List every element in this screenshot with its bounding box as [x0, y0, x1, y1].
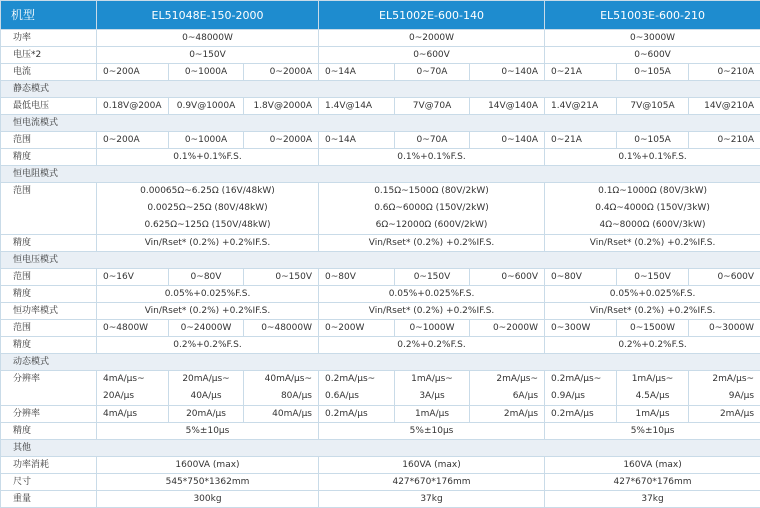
min-voltage-value: 7V@105A — [617, 98, 689, 115]
consumption-label: 功率消耗 — [1, 457, 97, 474]
cr-precision-value: Vin/Rset* (0.2%) +0.2%IF.S. — [97, 235, 319, 252]
slew-line: 6A/μs — [472, 388, 538, 405]
min-voltage-value: 0.9V@1000A — [169, 98, 244, 115]
resolution-value: 4mA/μs — [97, 406, 169, 423]
resolution-value: 2mA/μs — [470, 406, 545, 423]
power-value: 0~2000W — [319, 30, 545, 47]
cr-range-line: 0.0025Ω~25Ω (80V/48kW) — [99, 200, 316, 217]
voltage-value: 0~600V — [545, 47, 760, 64]
cv-precision-value: 0.05%+0.025%F.S. — [319, 286, 545, 303]
current-value: 0~200A — [97, 64, 169, 81]
cc-range-value: 0~21A — [545, 132, 617, 149]
model-1-name: EL51048E-150-2000 — [97, 1, 319, 30]
slew-cell — [545, 371, 617, 406]
resolution-value: 40mA/μs — [244, 406, 319, 423]
model-2-name: EL51002E-600-140 — [319, 1, 545, 30]
cv-range-value: 0~80V — [169, 269, 244, 286]
resolution-value: 1mA/μs — [617, 406, 689, 423]
cc-range-value: 0~140A — [470, 132, 545, 149]
power-value: 0~48000W — [97, 30, 319, 47]
cp-range-value: 0~24000W — [169, 320, 244, 337]
cv-range-value: 0~150V — [244, 269, 319, 286]
cc-range-value: 0~2000A — [244, 132, 319, 149]
size-row — [1, 474, 760, 491]
resolution-value: 1mA/μs — [395, 406, 470, 423]
slew-line: 1mA/μs~ — [619, 371, 686, 388]
size-value: 427*670*176mm — [545, 474, 760, 491]
resolution-value: 0.2mA/μs — [319, 406, 395, 423]
current-value: 0~14A — [319, 64, 395, 81]
section-cv — [1, 252, 760, 269]
cr-range-line: 6Ω~12000Ω (600V/2kW) — [321, 217, 542, 234]
current-label: 电流 — [1, 64, 97, 81]
section-title: 恒电阻模式 — [1, 166, 760, 183]
section-dynamic — [1, 354, 760, 371]
current-value: 0~21A — [545, 64, 617, 81]
slew-line: 4.5A/μs — [619, 388, 686, 405]
cp-precision-inline: Vin/Rset* (0.2%) +0.2%IF.S. — [319, 303, 545, 320]
power-value: 0~3000W — [545, 30, 760, 47]
resolution-value: 20mA/μs — [169, 406, 244, 423]
current-value: 0~140A — [470, 64, 545, 81]
slew-cell — [244, 371, 319, 406]
weight-row — [1, 491, 760, 508]
min-voltage-value: 1.8V@2000A — [244, 98, 319, 115]
cc-range-value: 0~210A — [689, 132, 760, 149]
cr-range-line: 0.00065Ω~6.25Ω (16V/48kW) — [99, 183, 316, 200]
resolution-value: 0.2mA/μs — [545, 406, 617, 423]
cp-range-value: 0~300W — [545, 320, 617, 337]
section-title: 动态模式 — [1, 354, 760, 371]
cp-header-row — [1, 303, 760, 320]
section-cr — [1, 166, 760, 183]
cp-range-value: 0~1000W — [395, 320, 470, 337]
cv-precision-value: 0.05%+0.025%F.S. — [545, 286, 760, 303]
cr-range-line: 0.6Ω~6000Ω (150V/2kW) — [321, 200, 542, 217]
cv-range-value: 0~600V — [689, 269, 760, 286]
cv-precision-label: 精度 — [1, 286, 97, 303]
size-label: 尺寸 — [1, 474, 97, 491]
weight-value: 37kg — [319, 491, 545, 508]
cv-range-value: 0~600V — [470, 269, 545, 286]
slew-label: 分辨率 — [1, 371, 97, 406]
cp-range-value: 0~48000W — [244, 320, 319, 337]
dynamic-precision-value: 5%±10μs — [545, 423, 760, 440]
size-value: 427*670*176mm — [319, 474, 545, 491]
cc-range-value: 0~200A — [97, 132, 169, 149]
cp-precision-value: 0.2%+0.2%F.S. — [545, 337, 760, 354]
cp-precision-inline: Vin/Rset* (0.2%) +0.2%IF.S. — [97, 303, 319, 320]
slew-cell — [97, 371, 169, 406]
cr-precision-label: 精度 — [1, 235, 97, 252]
cp-range-value: 0~2000W — [470, 320, 545, 337]
cv-precision-value: 0.05%+0.025%F.S. — [97, 286, 319, 303]
resolution-row — [1, 406, 760, 423]
cc-range-value: 0~1000A — [169, 132, 244, 149]
cv-range-value: 0~150V — [617, 269, 689, 286]
header-row — [1, 1, 760, 30]
slew-line: 3A/μs — [397, 388, 467, 405]
cp-precision-inline: Vin/Rset* (0.2%) +0.2%IF.S. — [545, 303, 760, 320]
slew-line: 0.2mA/μs~ — [551, 371, 614, 388]
power-row — [1, 30, 760, 47]
consumption-value: 160VA (max) — [319, 457, 545, 474]
voltage-row — [1, 47, 760, 64]
current-value: 0~105A — [617, 64, 689, 81]
slew-cell — [470, 371, 545, 406]
slew-line: 80A/μs — [246, 388, 312, 405]
cr-range-cell — [319, 183, 545, 235]
cr-range-line: 0.625Ω~125Ω (150V/48kW) — [99, 217, 316, 234]
current-value: 0~70A — [395, 64, 470, 81]
slew-line: 0.6A/μs — [325, 388, 392, 405]
section-title: 静态模式 — [1, 81, 760, 98]
slew-cell — [689, 371, 760, 406]
section-other — [1, 440, 760, 457]
current-value: 0~1000A — [169, 64, 244, 81]
section-title: 恒功率模式 — [1, 303, 97, 320]
cr-range-line: 0.15Ω~1500Ω (80V/2kW) — [321, 183, 542, 200]
min-voltage-value: 14V@210A — [689, 98, 760, 115]
dynamic-precision-label: 精度 — [1, 423, 97, 440]
slew-line: 20A/μs — [103, 388, 166, 405]
cr-range-cell — [545, 183, 760, 235]
section-title: 其他 — [1, 440, 760, 457]
cc-precision-value: 0.1%+0.1%F.S. — [319, 149, 545, 166]
weight-value: 37kg — [545, 491, 760, 508]
cc-precision-value: 0.1%+0.1%F.S. — [545, 149, 760, 166]
slew-line: 0.2mA/μs~ — [325, 371, 392, 388]
slew-row — [1, 371, 760, 406]
power-label: 功率 — [1, 30, 97, 47]
cp-range-value: 0~4800W — [97, 320, 169, 337]
cc-range-value: 0~105A — [617, 132, 689, 149]
current-row — [1, 64, 760, 81]
slew-line: 1mA/μs~ — [397, 371, 467, 388]
cp-range-label: 范围 — [1, 320, 97, 337]
cr-range-cell — [97, 183, 319, 235]
consumption-value: 160VA (max) — [545, 457, 760, 474]
cr-precision-value: Vin/Rset* (0.2%) +0.2%IF.S. — [319, 235, 545, 252]
consumption-value: 1600VA (max) — [97, 457, 319, 474]
dynamic-precision-value: 5%±10μs — [97, 423, 319, 440]
consumption-row — [1, 457, 760, 474]
cv-range-value: 0~16V — [97, 269, 169, 286]
slew-line: 9A/μs — [691, 388, 754, 405]
slew-line: 40mA/μs~ — [246, 371, 312, 388]
cv-precision-row — [1, 286, 760, 303]
min-voltage-label: 最低电压 — [1, 98, 97, 115]
min-voltage-value: 7V@70A — [395, 98, 470, 115]
cv-range-value: 0~80V — [319, 269, 395, 286]
min-voltage-row — [1, 98, 760, 115]
cc-precision-row — [1, 149, 760, 166]
slew-line: 20mA/μs~ — [171, 371, 241, 388]
cc-range-value: 0~14A — [319, 132, 395, 149]
cc-precision-label: 精度 — [1, 149, 97, 166]
cc-precision-value: 0.1%+0.1%F.S. — [97, 149, 319, 166]
min-voltage-value: 14V@140A — [470, 98, 545, 115]
cr-range-line: 4Ω~8000Ω (600V/3kW) — [547, 217, 758, 234]
cp-precision-label: 精度 — [1, 337, 97, 354]
cr-range-line: 0.1Ω~1000Ω (80V/3kW) — [547, 183, 758, 200]
min-voltage-value: 1.4V@21A — [545, 98, 617, 115]
min-voltage-value: 1.4V@14A — [319, 98, 395, 115]
cv-range-label: 范围 — [1, 269, 97, 286]
resolution-label: 分辨率 — [1, 406, 97, 423]
voltage-value: 0~150V — [97, 47, 319, 64]
weight-value: 300kg — [97, 491, 319, 508]
weight-label: 重量 — [1, 491, 97, 508]
slew-line: 40A/μs — [171, 388, 241, 405]
voltage-label: 电压*2 — [1, 47, 97, 64]
min-voltage-value: 0.18V@200A — [97, 98, 169, 115]
section-title: 恒电流模式 — [1, 115, 760, 132]
cv-range-value: 0~80V — [545, 269, 617, 286]
section-cc — [1, 115, 760, 132]
slew-cell — [169, 371, 244, 406]
slew-cell — [617, 371, 689, 406]
voltage-value: 0~600V — [319, 47, 545, 64]
model-3-name: EL51003E-600-210 — [545, 1, 760, 30]
section-static — [1, 81, 760, 98]
slew-line: 4mA/μs~ — [103, 371, 166, 388]
cv-range-row — [1, 269, 760, 286]
cc-range-value: 0~70A — [395, 132, 470, 149]
dynamic-precision-row — [1, 423, 760, 440]
header-label: 机型 — [1, 1, 97, 30]
cp-precision-value: 0.2%+0.2%F.S. — [319, 337, 545, 354]
current-value: 0~210A — [689, 64, 760, 81]
cr-range-label: 范围 — [1, 183, 97, 235]
current-value: 0~2000A — [244, 64, 319, 81]
cc-range-label: 范围 — [1, 132, 97, 149]
cp-range-value: 0~1500W — [617, 320, 689, 337]
cr-precision-value: Vin/Rset* (0.2%) +0.2%IF.S. — [545, 235, 760, 252]
cp-range-row — [1, 320, 760, 337]
slew-line: 2mA/μs~ — [472, 371, 538, 388]
slew-line: 2mA/μs~ — [691, 371, 754, 388]
cp-range-value: 0~200W — [319, 320, 395, 337]
resolution-value: 2mA/μs — [689, 406, 760, 423]
cr-range-line: 0.4Ω~4000Ω (150V/3kW) — [547, 200, 758, 217]
slew-cell — [319, 371, 395, 406]
cp-range-value: 0~3000W — [689, 320, 760, 337]
dynamic-precision-value: 5%±10μs — [319, 423, 545, 440]
section-title: 恒电压模式 — [1, 252, 760, 269]
cr-precision-row — [1, 235, 760, 252]
slew-line: 0.9A/μs — [551, 388, 614, 405]
cc-range-row — [1, 132, 760, 149]
cp-precision-row — [1, 337, 760, 354]
cp-precision-value: 0.2%+0.2%F.S. — [97, 337, 319, 354]
cv-range-value: 0~150V — [395, 269, 470, 286]
size-value: 545*750*1362mm — [97, 474, 319, 491]
slew-cell — [395, 371, 470, 406]
cr-range-row — [1, 183, 760, 235]
